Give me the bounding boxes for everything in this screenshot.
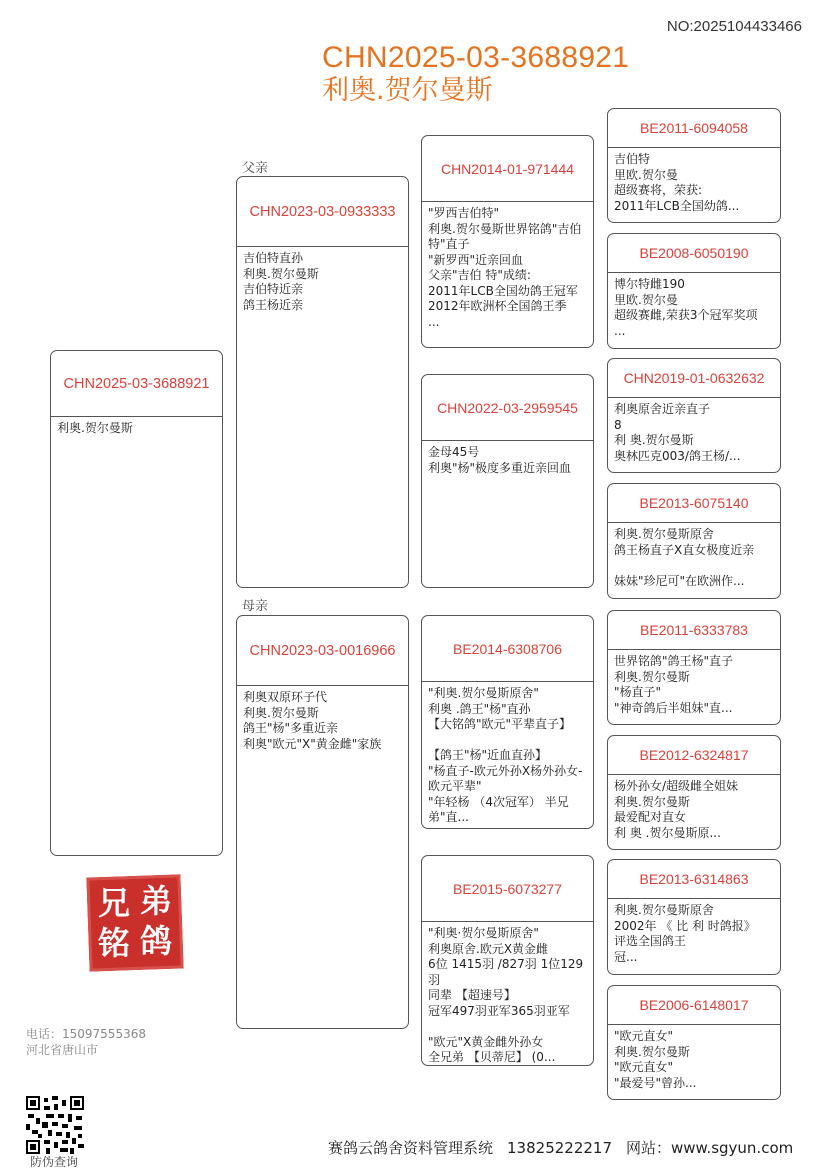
great-grandparent-info bbox=[608, 899, 780, 965]
info-line: 【大铭鸽"欧元"平辈直子】 bbox=[428, 717, 572, 731]
info-line: 鸽王"杨"多重近亲 bbox=[243, 721, 339, 735]
subject-card[interactable] bbox=[50, 350, 223, 856]
info-line: ... bbox=[428, 314, 440, 329]
great-grandparent-info bbox=[608, 523, 780, 589]
dam-ring: CHN2023-03-0016966 bbox=[237, 616, 408, 686]
subject-ring-title: CHN2025-03-3688921 bbox=[322, 41, 630, 74]
great-grandparent-info bbox=[608, 148, 780, 214]
great-grandparent-card[interactable] bbox=[607, 358, 781, 473]
great-grandparent-card[interactable] bbox=[607, 233, 781, 349]
info-line: 利奥原舍.欧元X黄金雌 bbox=[428, 941, 549, 956]
info-line: 利奥.贺尔曼斯 bbox=[614, 669, 690, 684]
info-line: "利奥·贺尔曼斯原舍" bbox=[428, 926, 539, 940]
info-line: 冠... bbox=[614, 949, 638, 964]
info-line: "杨直子" bbox=[614, 685, 662, 699]
info-line: 吉伯特近亲 bbox=[243, 282, 304, 296]
grandsire-maternal-card[interactable] bbox=[421, 615, 594, 829]
footer-system-name: 赛鸽云鸽舍资料管理系统 bbox=[328, 1139, 494, 1157]
info-line: 利奥.贺尔曼斯 bbox=[243, 266, 319, 281]
info-line: 利奥.贺尔曼斯 bbox=[243, 705, 319, 720]
grandparent-ring: BE2015-6073277 bbox=[422, 856, 593, 922]
info-line: 利奥.贺尔曼斯原舍 bbox=[614, 527, 714, 541]
info-line: 全兄弟 【贝蒂尼】 (0... bbox=[428, 1050, 556, 1064]
sire-info bbox=[237, 247, 408, 313]
info-line: "最爱号"曾孙... bbox=[614, 1075, 697, 1090]
info-line bbox=[428, 733, 587, 749]
info-line: "欧元"X黄金雌外孙女 bbox=[428, 1034, 544, 1049]
info-line: 利奥.贺尔曼斯 bbox=[614, 794, 690, 809]
qr-code-icon[interactable] bbox=[26, 1096, 84, 1154]
great-grandparent-info bbox=[608, 775, 780, 841]
info-line: "新罗西"近亲回血 bbox=[428, 252, 524, 267]
contact-phone: 电话：15097555368 bbox=[26, 1027, 146, 1041]
great-grandparent-card[interactable] bbox=[607, 859, 781, 975]
grandparent-info bbox=[422, 202, 593, 330]
info-line: 2012年欧洲杯全国鸽王季 bbox=[428, 299, 567, 313]
great-grandparent-ring: BE2008-6050190 bbox=[608, 234, 780, 273]
info-line: ... bbox=[614, 323, 626, 338]
seal-char: 铭 bbox=[97, 924, 130, 962]
info-line: "罗西吉伯特" bbox=[428, 206, 500, 220]
info-line: 吉伯特 bbox=[614, 152, 651, 166]
dam-info bbox=[237, 686, 408, 752]
mother-label: 母亲 bbox=[242, 599, 269, 614]
info-line: 2002年 《 比 利 时鸽报》 bbox=[614, 918, 756, 933]
great-grandparent-info bbox=[608, 273, 780, 339]
great-grandparent-ring: BE2013-6314863 bbox=[608, 860, 780, 899]
info-line: 2011年LCB全国幼鸽... bbox=[614, 198, 740, 213]
info-line: 利 奥 .贺尔曼斯原... bbox=[614, 825, 721, 840]
grandsire-paternal-card[interactable] bbox=[421, 135, 594, 348]
info-line: 利奥"杨"极度多重近亲回血 bbox=[428, 460, 572, 475]
grandparent-info bbox=[422, 922, 593, 1066]
subject-info bbox=[51, 417, 222, 437]
great-grandparent-ring: BE2011-6094058 bbox=[608, 109, 780, 148]
great-grandparent-card[interactable] bbox=[607, 735, 781, 850]
info-line: 利奥.贺尔曼斯原舍 bbox=[614, 903, 714, 917]
info-line: 评选全国鸽王 bbox=[614, 934, 687, 948]
granddam-paternal-card[interactable] bbox=[421, 374, 594, 588]
great-grandparent-ring: CHN2019-01-0632632 bbox=[608, 359, 780, 398]
info-line: 利奥原舍近亲直子 bbox=[614, 402, 711, 416]
qr-code-label: 防伪查询 bbox=[30, 1155, 79, 1169]
great-grandparent-ring: BE2011-6333783 bbox=[608, 611, 780, 650]
great-grandparent-ring: BE2006-6148017 bbox=[608, 986, 780, 1025]
granddam-maternal-card[interactable] bbox=[421, 855, 594, 1066]
seal-char: 弟 bbox=[139, 882, 172, 920]
great-grandparent-ring: BE2013-6075140 bbox=[608, 484, 780, 523]
subject-name-title: 利奥.贺尔曼斯 bbox=[322, 75, 493, 106]
info-line: 8 bbox=[614, 417, 622, 432]
info-line: 世界铭鸽"鸽王杨"直子 bbox=[614, 654, 734, 668]
info-line: 超级赛雌,荣获3个冠军奖项 bbox=[614, 308, 758, 322]
info-line: "神奇鸽后半姐妹"直... bbox=[614, 700, 733, 715]
info-line: 利奥.贺尔曼斯 bbox=[57, 421, 133, 435]
sire-card[interactable] bbox=[236, 176, 409, 588]
info-line: 金母45号 bbox=[428, 445, 480, 459]
info-line: 利 奥.贺尔曼斯 bbox=[614, 433, 694, 447]
grandparent-ring: BE2014-6308706 bbox=[422, 616, 593, 682]
grandparent-ring: CHN2022-03-2959545 bbox=[422, 375, 593, 441]
info-line: 同辈 【超速号】 bbox=[428, 988, 516, 1002]
info-line: "利奥.贺尔曼斯原舍" bbox=[428, 686, 539, 700]
father-label: 父亲 bbox=[242, 161, 269, 176]
great-grandparent-ring: BE2012-6324817 bbox=[608, 736, 780, 775]
info-line: 最爱配对直女 bbox=[614, 810, 687, 824]
info-line: 冠军497羽亚军365羽亚军 bbox=[428, 1003, 570, 1018]
great-grandparent-card[interactable] bbox=[607, 108, 781, 223]
info-line: 6位 1415羽 /827羽 1位129羽 bbox=[428, 957, 584, 987]
info-line: 利奥双原环子代 bbox=[243, 690, 328, 704]
info-line: 超级赛将，荣获: bbox=[614, 183, 703, 197]
info-line bbox=[428, 1019, 587, 1035]
info-line: 利奥.贺尔曼斯世界铭鸽"吉伯特"直子 bbox=[428, 221, 582, 251]
great-grandparent-card[interactable] bbox=[607, 985, 781, 1100]
info-line: "年轻杨 （4次冠军） 半兄弟"直... bbox=[428, 794, 569, 824]
contact-location: 河北省唐山市 bbox=[26, 1043, 99, 1057]
grandparent-info bbox=[422, 682, 593, 826]
info-line: 鸽王杨直子X直女极度近亲 bbox=[614, 542, 755, 557]
subject-ring: CHN2025-03-3688921 bbox=[51, 351, 222, 417]
loft-seal-stamp bbox=[80, 868, 190, 978]
info-line: 2011年LCB全国幼鸽王冠军 bbox=[428, 283, 578, 298]
info-line: 【鸽王"杨"近血直孙】 bbox=[428, 748, 548, 762]
seal-char: 鸽 bbox=[139, 922, 172, 960]
info-line: "欧元直女" bbox=[614, 1060, 674, 1074]
grandparent-info bbox=[422, 441, 593, 476]
footer-phone: 13825222217 bbox=[507, 1139, 612, 1157]
dam-card[interactable] bbox=[236, 615, 409, 1029]
footer-website: 网站：www.sgyun.com bbox=[626, 1139, 794, 1157]
info-line: 父亲"吉伯 特"成绩: bbox=[428, 268, 531, 282]
info-line: "杨直子-欧元外孙X杨外孙女-欧元平辈" bbox=[428, 763, 583, 793]
sire-ring: CHN2023-03-0933333 bbox=[237, 177, 408, 247]
info-line: 利奥 .鸽王"杨"直孙 bbox=[428, 701, 531, 716]
great-grandparent-card[interactable] bbox=[607, 483, 781, 599]
document-number: NO:2025104433466 bbox=[666, 18, 802, 35]
great-grandparent-info bbox=[608, 398, 780, 464]
info-line: 里欧.贺尔曼 bbox=[614, 292, 678, 307]
info-line bbox=[614, 558, 774, 574]
info-line: "欧元直女" bbox=[614, 1029, 674, 1043]
info-line: 鸽王杨近亲 bbox=[243, 297, 304, 312]
great-grandparent-info bbox=[608, 650, 780, 716]
grandparent-ring: CHN2014-01-971444 bbox=[422, 136, 593, 202]
info-line: 吉伯特直孙 bbox=[243, 251, 304, 265]
info-line: 博尔特雌190 bbox=[614, 277, 685, 291]
great-grandparent-info bbox=[608, 1025, 780, 1091]
seal-char: 兄 bbox=[97, 884, 130, 922]
footer bbox=[328, 1137, 793, 1158]
info-line: 奥林匹克003/鸽王杨/... bbox=[614, 448, 741, 463]
info-line: 里欧.贺尔曼 bbox=[614, 167, 678, 182]
info-line: 妹妹"珍尼可"在欧洲作... bbox=[614, 573, 745, 588]
info-line: 利奥.贺尔曼斯 bbox=[614, 1044, 690, 1059]
info-line: 杨外孙女/超级雌全姐妹 bbox=[614, 779, 739, 793]
great-grandparent-card[interactable] bbox=[607, 610, 781, 725]
info-line: 利奥"欧元"X"黄金雌"家族 bbox=[243, 736, 382, 751]
